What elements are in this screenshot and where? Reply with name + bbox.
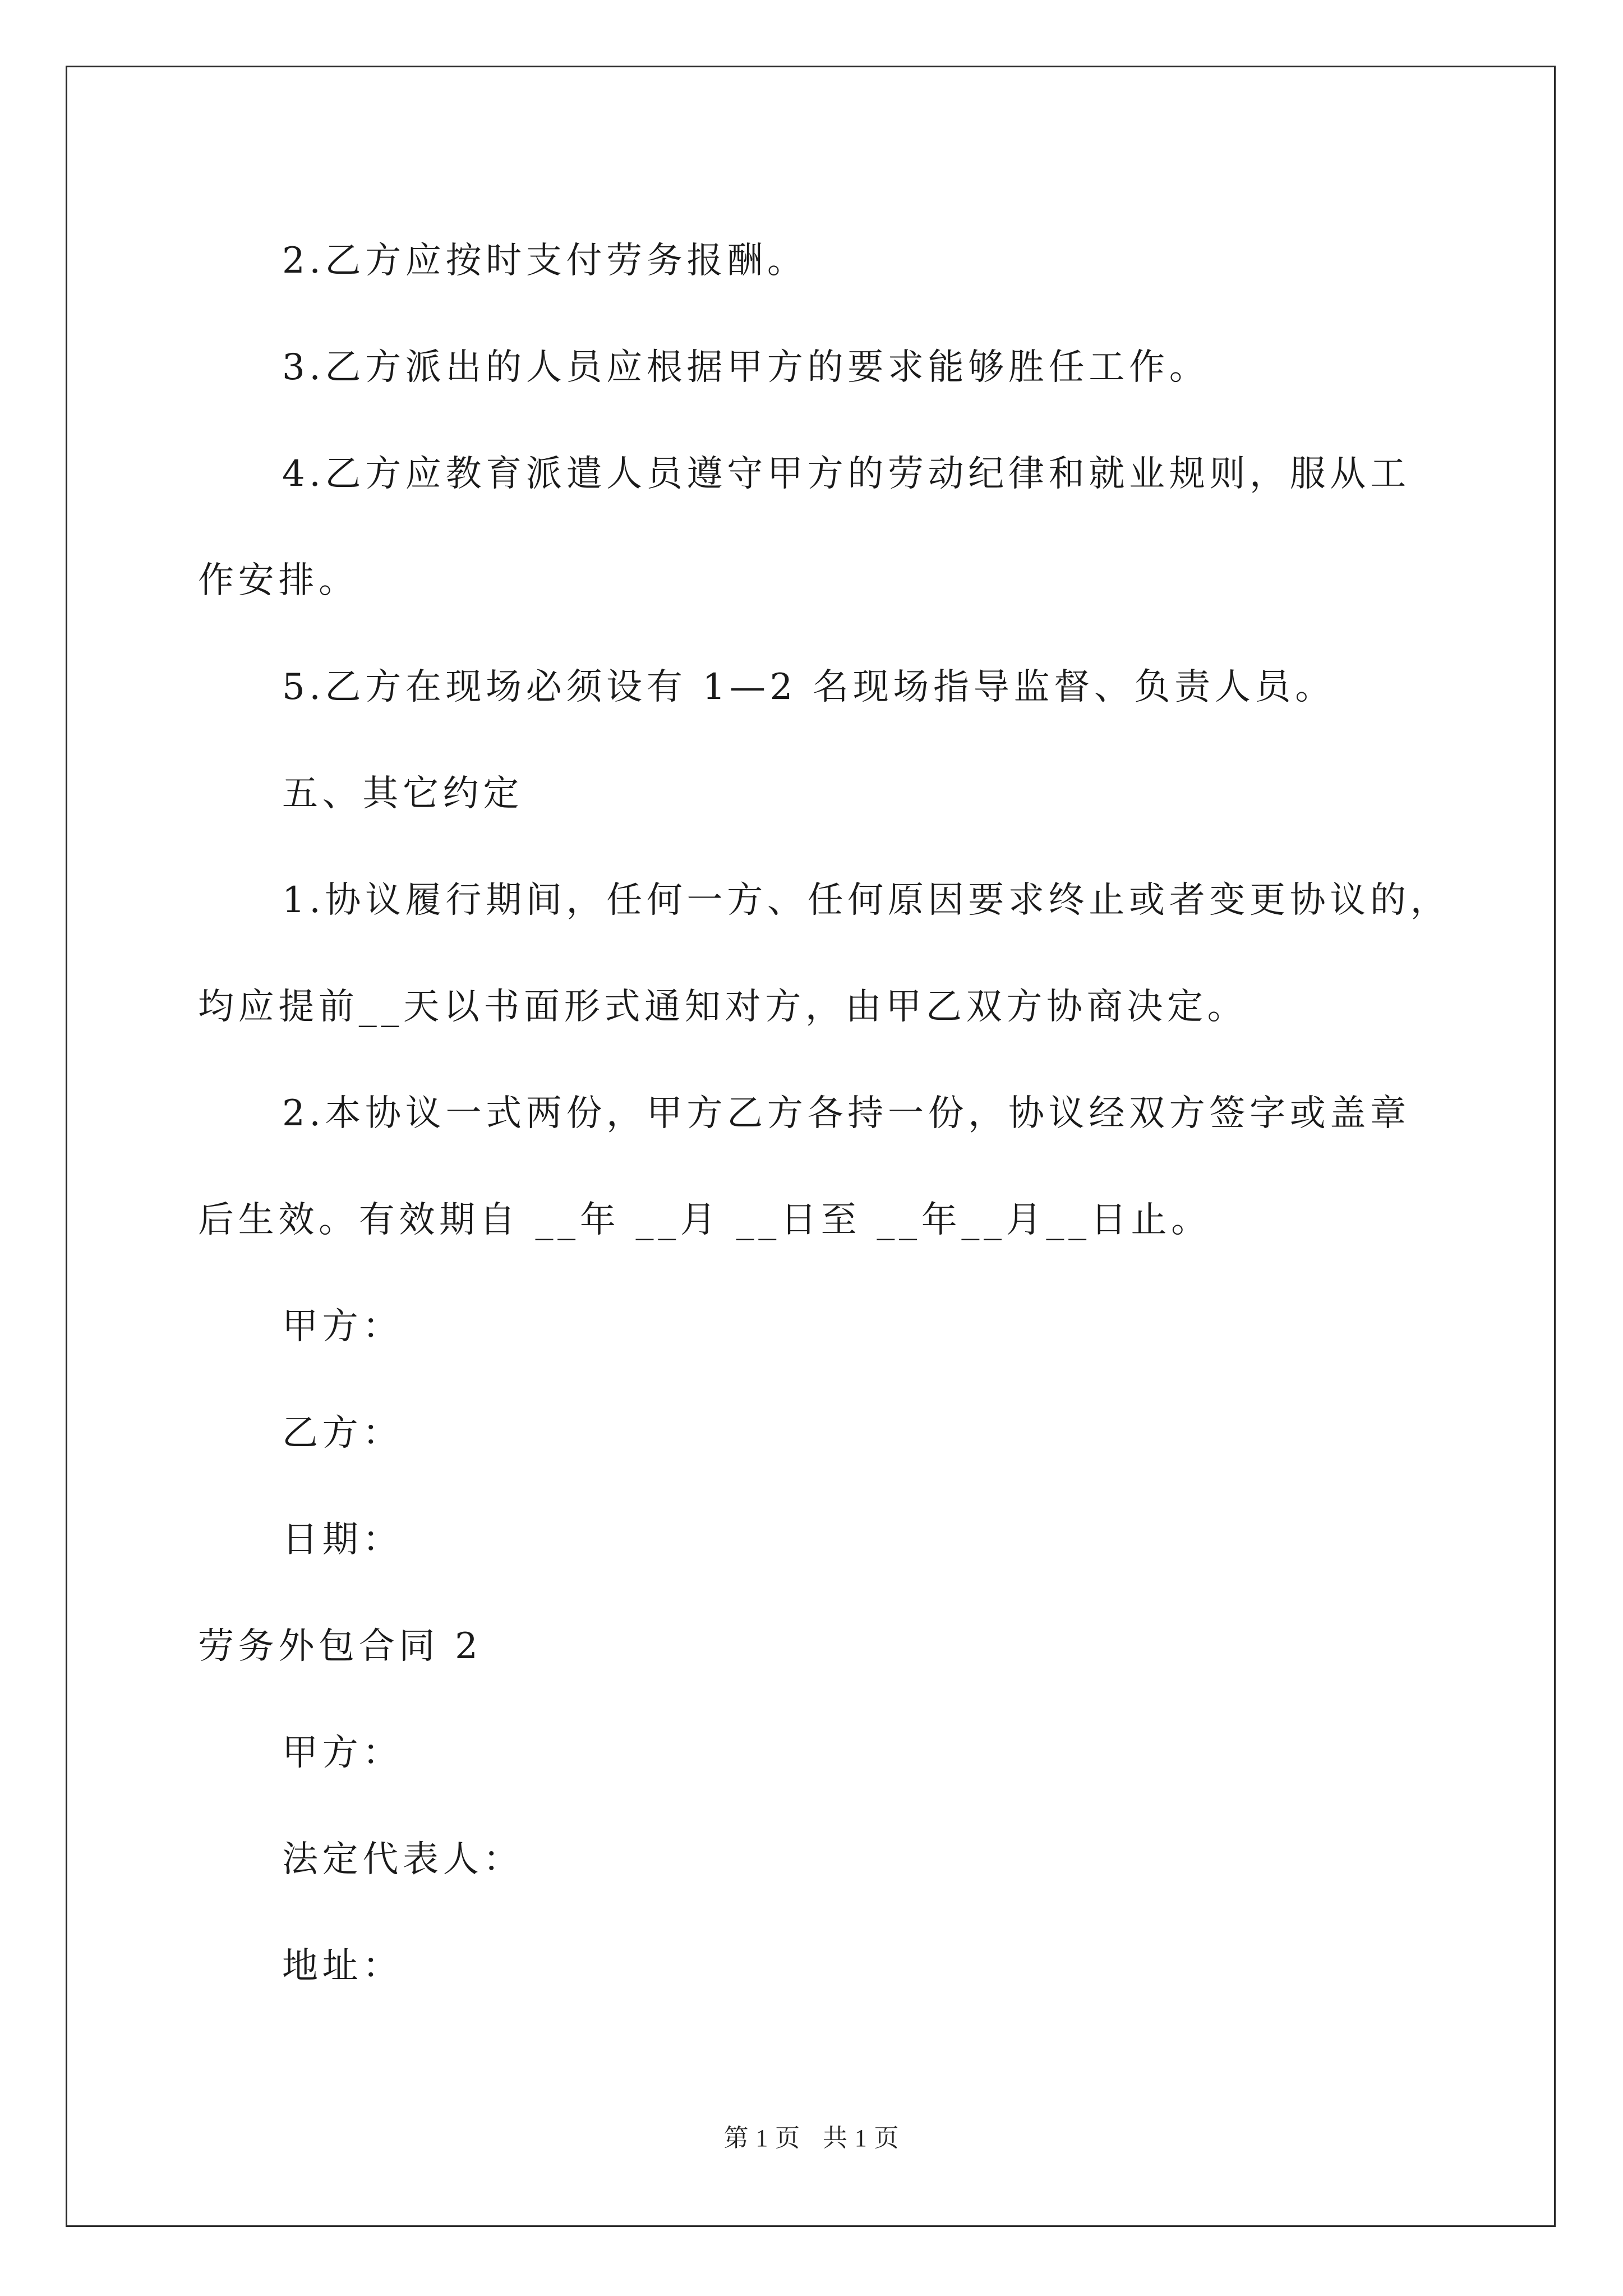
page-footer <box>0 2118 1623 2154</box>
signature-date: 日期： <box>282 1519 403 1561</box>
document-body <box>198 208 1451 2019</box>
paragraph-line: 3.乙方派出的人员应根据甲方的要求能够胜任工作。 <box>282 347 1210 388</box>
paragraph-line: 2.本协议一式两份，甲方乙方各持一份，协议经双方签字或盖章 <box>282 1093 1410 1134</box>
signature-party-a: 甲方： <box>282 1306 403 1347</box>
section-heading: 五、其它约定 <box>282 773 524 815</box>
paragraph-line: 2.乙方应按时支付劳务报酬。 <box>282 240 808 282</box>
paragraph-line: 均应提前__天以书面形式通知对方，由甲乙双方协商决定。 <box>198 986 1248 1028</box>
legal-representative-label: 法定代表人： <box>282 1839 524 1880</box>
page-total: 共 1 页 <box>822 2124 900 2152</box>
paragraph-line: 5.乙方在现场必须设有 1—2 名现场指导监督、负责人员。 <box>282 666 1335 708</box>
paragraph-line: 作安排。 <box>198 560 359 601</box>
contract-title: 劳务外包合同 2 <box>198 1626 482 1667</box>
party-a-label: 甲方： <box>282 1732 403 1774</box>
paragraph-line: 后生效。有效期自 __年 __月 __日至 __年__月__日止。 <box>198 1199 1211 1241</box>
signature-party-b: 乙方： <box>282 1412 403 1454</box>
paragraph-line: 4.乙方应教育派遣人员遵守甲方的劳动纪律和就业规则，服从工 <box>282 453 1410 495</box>
address-label: 地址： <box>282 1945 403 1987</box>
page-number: 第 1 页 <box>723 2124 801 2152</box>
paragraph-line: 1.协议履行期间，任何一方、任何原因要求终止或者变更协议的， <box>282 880 1451 921</box>
